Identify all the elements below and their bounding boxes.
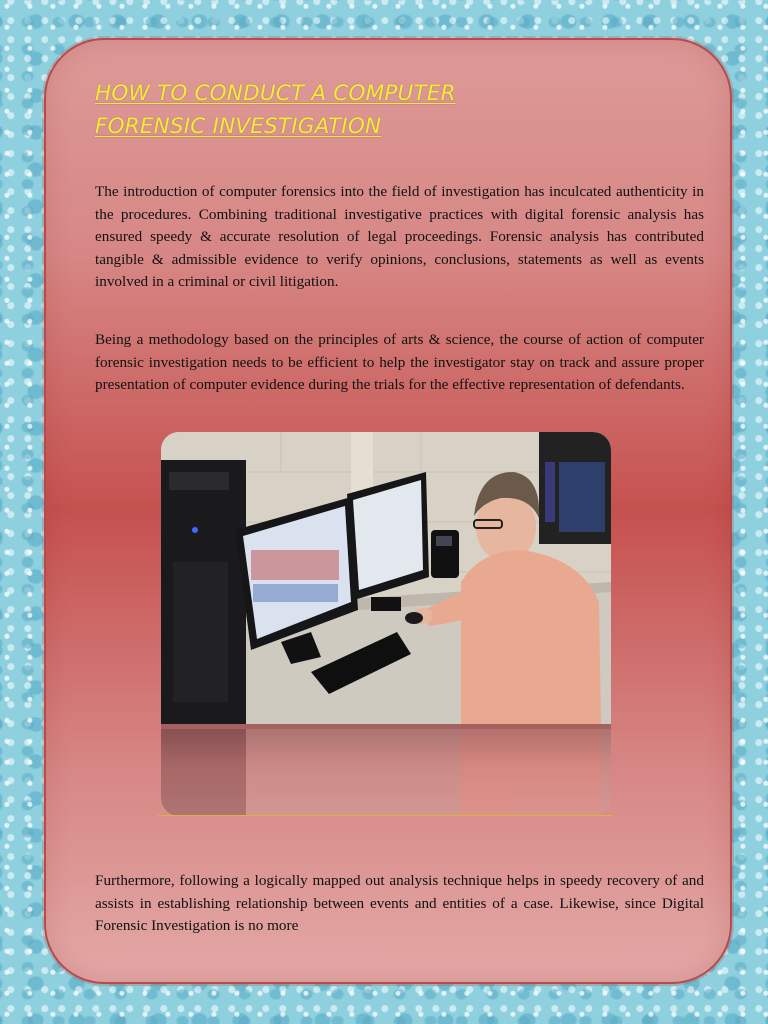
paragraph-intro: The introduction of computer forensics into the field of investigation has inculcated authenticity in the procedures. Combining traditional investigative practices with digital forensic analysis has ensured speedy & accurate resolution of legal proceedings. Forensic analysis has contributed tangible & admissible evidence to verify opinions, conclusions, statements as well as events involved in a criminal or civil litigation.: [95, 183, 704, 291]
photo-reflection: [161, 724, 611, 816]
title-line-2: FORENSIC INVESTIGATION: [95, 114, 382, 139]
paragraph-methodology: Being a methodology based on the principles of arts & science, the course of action of computer forensic investigation needs to be efficient to help the investigator stay on track and assure proper presentation of computer evidence during the trials for the effective representation of defendants.: [95, 331, 704, 394]
reflection-illustration: [161, 729, 611, 816]
divider-line: [158, 815, 613, 816]
page-title: [95, 77, 655, 143]
content-card: [44, 38, 732, 984]
investigator-at-computer-illustration: [161, 432, 611, 724]
paragraph-furthermore: Furthermore, following a logically mapped out analysis technique helps in speedy recovery of and assists in establishing relationship between events and entities of a case. Likewise, since Digital Forensic Investigation is no more: [95, 872, 704, 935]
title-line-1: HOW TO CONDUCT A COMPUTER: [95, 81, 456, 106]
investigator-photo: [161, 432, 611, 724]
